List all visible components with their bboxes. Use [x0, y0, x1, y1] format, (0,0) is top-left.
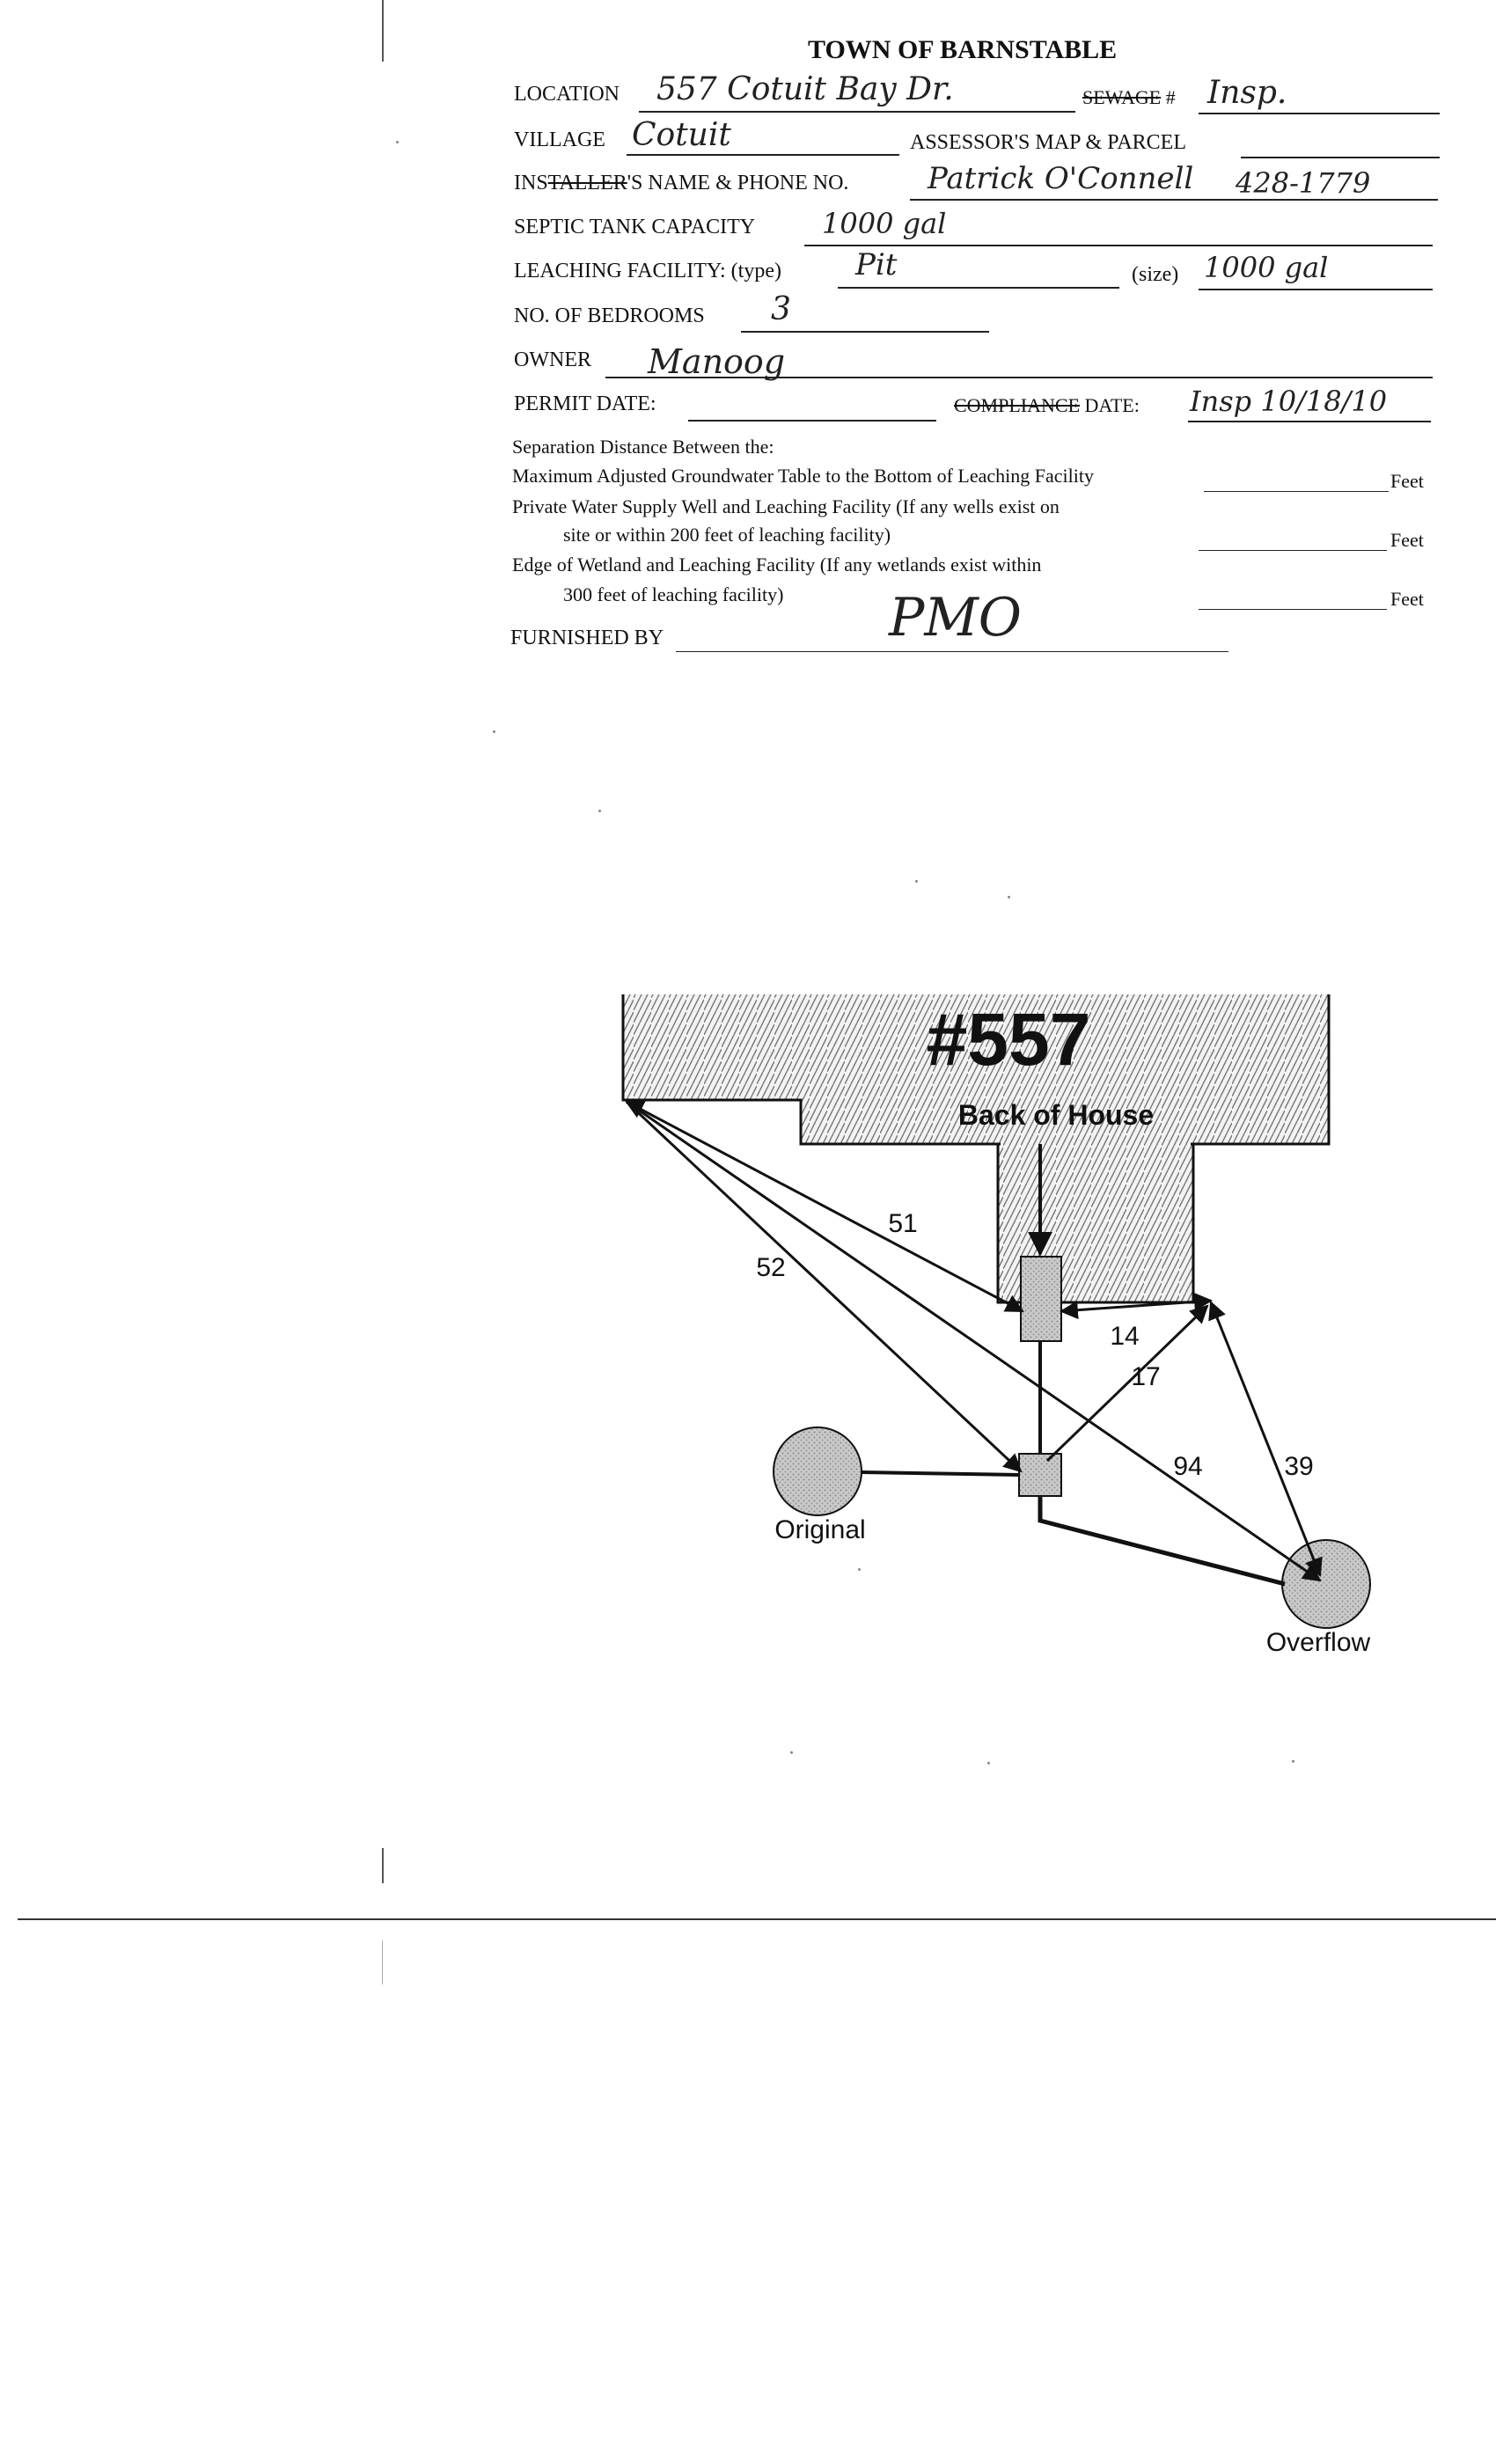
- septic-tank: [1021, 1257, 1061, 1341]
- installer-prefix: INS: [514, 172, 548, 194]
- house-ell-cover: [1001, 1140, 1191, 1148]
- separation-well-line1: Private Water Supply Well and Leaching Facility (If any wells exist on: [512, 495, 1060, 517]
- owner-label: OWNER: [514, 348, 591, 371]
- separation-well-line2: site or within 200 feet of leaching facility): [563, 524, 891, 546]
- wetland-feet-label: Feet: [1390, 588, 1424, 610]
- distance-label: 51: [888, 1209, 918, 1238]
- original-leaching-pit: [774, 1427, 862, 1515]
- date-label: DATE:: [1084, 394, 1140, 416]
- village-value: Cotuit: [632, 117, 731, 153]
- installer-phone: 428-1779: [1236, 166, 1371, 200]
- date-value: Insp 10/18/10: [1190, 385, 1388, 418]
- measure-line-94: [627, 1102, 1320, 1580]
- distance-label: 94: [1173, 1452, 1203, 1481]
- distance-label: 39: [1284, 1452, 1314, 1481]
- village-label: VILLAGE: [514, 128, 605, 151]
- compliance-struck-text: COMPLIANCE: [954, 394, 1081, 416]
- form-title: TOWN OF BARNSTABLE: [808, 35, 1118, 64]
- separation-wetland-line2: 300 feet of leaching facility): [563, 583, 784, 605]
- house-number: #557: [926, 998, 1091, 1081]
- furnished-label: FURNISHED BY: [510, 627, 664, 649]
- septic-label: SEPTIC TANK CAPACITY: [514, 216, 756, 238]
- sewage-value: Insp.: [1207, 75, 1287, 111]
- separation-title: Separation Distance Between the:: [512, 436, 774, 458]
- leaching-type-value: Pit: [855, 247, 898, 282]
- distance-label: 52: [756, 1253, 786, 1282]
- distance-label: 14: [1110, 1322, 1140, 1351]
- overflow-label: Overflow: [1265, 1628, 1371, 1657]
- groundwater-feet-label: Feet: [1390, 470, 1424, 492]
- measure-line-52: [627, 1102, 1021, 1471]
- installer-suffix: 'S NAME & PHONE NO.: [627, 172, 849, 194]
- bedrooms-value: 3: [771, 291, 791, 327]
- original-label: Original: [774, 1515, 866, 1544]
- separation-groundwater: Maximum Adjusted Groundwater Table to the Bottom of Leaching Facility: [512, 465, 1094, 487]
- dbox-to-original-pipe: [862, 1472, 1019, 1475]
- measure-line-39: [1211, 1302, 1320, 1575]
- furnished-signature: PMO: [889, 587, 1022, 649]
- location-value: 557 Cotuit Bay Dr.: [656, 71, 954, 107]
- house-label: Back of House: [957, 1099, 1155, 1131]
- dbox-to-overflow-pipe: [1040, 1496, 1285, 1584]
- sewage-hash: #: [1165, 86, 1176, 108]
- location-label: LOCATION: [514, 83, 620, 106]
- septic-value: 1000 gal: [822, 207, 947, 240]
- assessor-label: ASSESSOR'S MAP & PARCEL: [910, 131, 1187, 154]
- separation-wetland-line1: Edge of Wetland and Leaching Facility (If any wetlands exist within: [512, 554, 1042, 576]
- installer-struck-text: TALLER: [547, 172, 627, 194]
- permit-label: PERMIT DATE:: [514, 392, 656, 415]
- leaching-label: LEACHING FACILITY: (type): [514, 260, 781, 282]
- distance-label: 17: [1131, 1362, 1161, 1391]
- well-feet-label: Feet: [1390, 529, 1424, 551]
- distribution-box: [1019, 1454, 1061, 1496]
- installer-value: Patrick O'Connell: [928, 161, 1194, 196]
- bedrooms-label: NO. OF BEDROOMS: [514, 304, 705, 327]
- owner-value: Manoog: [648, 342, 786, 381]
- size-value: 1000 gal: [1204, 251, 1329, 284]
- sewage-struck-text: SEWAGE: [1082, 86, 1162, 108]
- overflow-leaching-pit: [1282, 1540, 1370, 1628]
- size-label: (size): [1132, 263, 1179, 286]
